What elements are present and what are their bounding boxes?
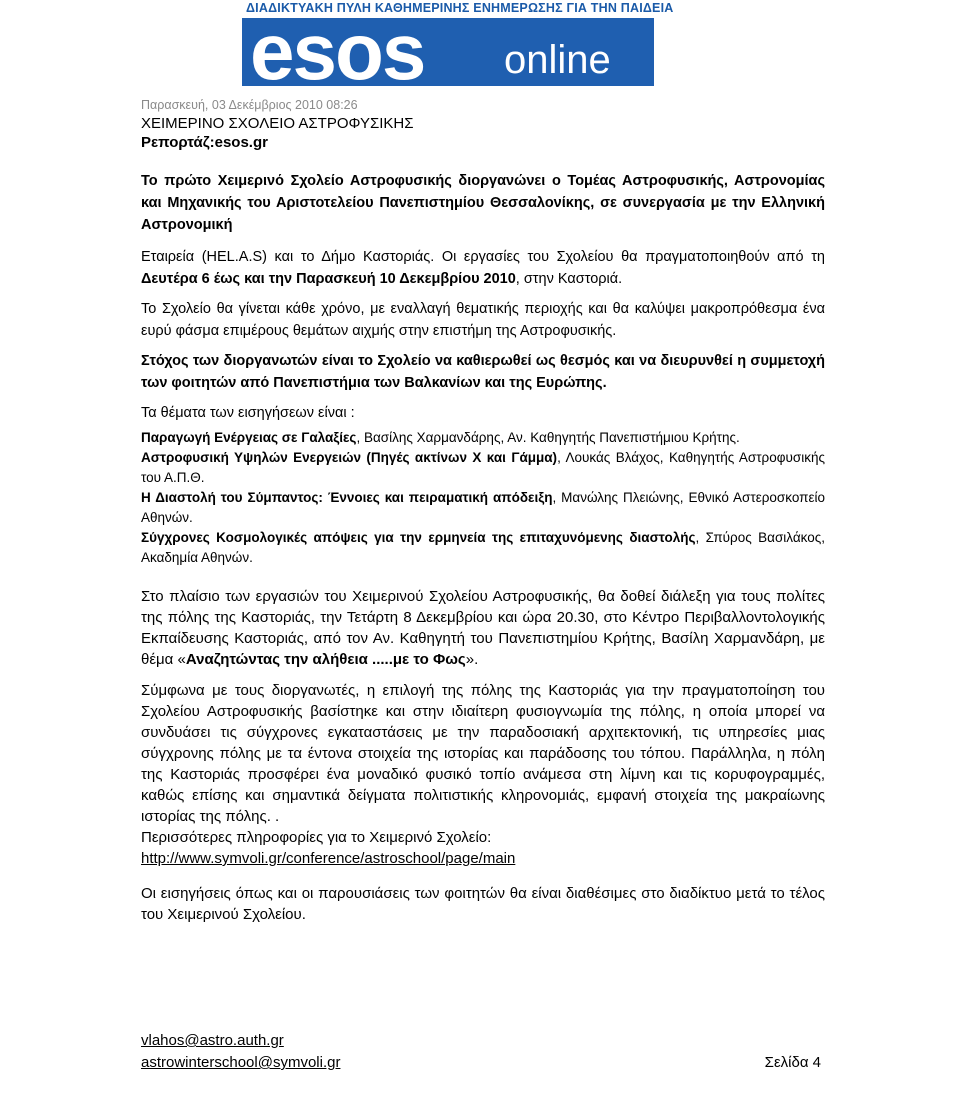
article-paragraph-availability: Οι εισηγήσεις όπως και οι παρουσιάσεις των φοιτητών θα είναι διαθέσιμες στο διαδίκτυο μετά το τέλος του Χειμερινού Σχολείου.: [141, 885, 825, 923]
paragraph-text: ».: [465, 651, 479, 668]
topic-title: Η Διαστολή του Σύμπαντος: Έννοιες και πειραματική απόδειξη: [141, 490, 553, 505]
email-link-vlahos[interactable]: vlahos@astro.auth.gr: [141, 1032, 284, 1049]
logo-esos-text: esos: [250, 7, 425, 96]
topic-item: [141, 488, 825, 528]
lecture-title: Αναζητώντας την αλήθεια .....με το Φως: [185, 651, 466, 668]
article-paragraph-annual: Το Σχολείο θα γίνεται κάθε χρόνο, με εναλλαγή θεματικής περιοχής και θα καλύψει μακροπρόθεσμα ένα ευρύ φάσμα επιμέρους θεμάτων αιχμής στην επιστήμη της Αστροφυσικής.: [141, 301, 825, 339]
article-intro: Το πρώτο Χειμερινό Σχολείο Αστροφυσικής διοργανώνει ο Τομέας Αστροφυσικής, Αστρονομίας και Μηχανικής του Αριστοτελείου Πανεπιστημίου Θεσσαλονίκης, σε συνεργασία με την Ελληνική Αστρονομική: [141, 173, 825, 233]
site-banner: [240, 0, 674, 96]
topic-speaker: , Βασίλης Χαρμανδάρης, Αν. Καθηγητής Πανεπιστήμιου Κρήτης.: [356, 430, 740, 445]
topic-speaker: , Σπύρος Βασιλάκος, Ακαδημία Αθηνών.: [141, 530, 825, 565]
topic-item: [141, 528, 825, 568]
logo-online-text: online: [504, 38, 611, 82]
paragraph-text: Εταιρεία (HEL.A.S) και το Δήμο Καστοριάς. Οι εργασίες του Σχολείου θα πραγματοποιηθούν από τη: [141, 249, 825, 265]
topic-speaker: , Λουκάς Βλάχος, Καθηγητής Αστροφυσικής του Α.Π.Θ.: [141, 450, 825, 485]
topic-speaker: , Μανώλης Πλειώνης, Εθνικό Αστεροσκοπείο Αθηνών.: [141, 490, 825, 525]
email-link-astrowinterschool[interactable]: astrowinterschool@symvoli.gr: [141, 1054, 341, 1071]
dates-highlight: Δευτέρα 6 έως και την Παρασκευή 10 Δεκεμβρίου 2010: [141, 271, 516, 287]
article-paragraph-lecture: [141, 586, 825, 670]
topics-list: [141, 428, 825, 568]
article: [141, 96, 825, 935]
article-title: ΧΕΙΜΕΡΙΝΟ ΣΧΟΛΕΙΟ ΑΣΤΡΟΦΥΣΙΚΗΣ: [141, 115, 414, 132]
more-info-label: Περισσότερες πληροφορίες για το Χειμερινό Σχολείο:: [141, 829, 492, 846]
topic-title: Αστροφυσική Υψηλών Ενεργειών (Πηγές ακτίνων Χ και Γάμμα): [141, 450, 558, 465]
conference-link[interactable]: http://www.symvoli.gr/conference/astroschool/page/main: [141, 850, 516, 867]
topic-item: [141, 428, 825, 448]
topic-title: Σύγχρονες Κοσμολογικές απόψεις για την ερμηνεία της επιταχυνόμενης διαστολής: [141, 530, 696, 545]
topic-title: Παραγωγή Ενέργειας σε Γαλαξίες: [141, 430, 357, 445]
page-number: Σελίδα 4: [764, 1054, 821, 1071]
spacer: [141, 568, 825, 586]
article-paragraph-city: Σύμφωνα με τους διοργανωτές, η επιλογή της πόλης της Καστοριάς για την πραγματοποίηση του Σχολείου Αστροφυσικής βασίστηκε και στην ιδιαίτερη φυσιογνωμία της πόλης, η οποία μπορεί να συνδυάσει τις σύγχρονες εγκαταστάσεις με την παραδοσιακή αρχιτεκτονική, τις υπηρεσίες μιας σύγχρονης πόλης με τα έντονα στοιχεία της ιστορίας και παράδοσης του τόπου. Παράλληλα, η πόλη της Καστοριάς προσφέρει ένα μοναδικό φυσικό τοπίο ανάμεσα στη λίμνη και τις κορυφογραμμές, καθώς επίσης και σημαντικά δείγματα πολιτιστικής κληρονομιάς, εμφανή στοιχεία της μακραίωνης ιστορίας της πόλης. .: [141, 682, 825, 825]
article-paragraph-dates: [141, 246, 825, 290]
topics-heading: Τα θέματα των εισηγήσεων είναι :: [141, 405, 355, 421]
banner-tagline: ΔΙΑΔΙΚΤΥΑΚΗ ΠΥΛΗ ΚΑΘΗΜΕΡΙΝΗΣ ΕΝΗΜΕΡΩΣΗΣ ΓΙΑ ΤΗΝ ΠΑΙΔΕΙΑ: [246, 1, 674, 15]
article-paragraph-goal: Στόχος των διοργανωτών είναι το Σχολείο να καθιερωθεί ως θεσμός και να διευρυνθεί η συμμετοχή των φοιτητών από Πανεπιστήμια των Βαλκανίων και της Ευρώπης.: [141, 353, 825, 391]
footer-line-2: [141, 1052, 825, 1074]
topic-item: [141, 448, 825, 488]
page-footer: [141, 1030, 825, 1074]
article-date: Παρασκευή, 03 Δεκέμβριος 2010 08:26: [141, 98, 358, 112]
article-reporter: Ρεπορτάζ:esos.gr: [141, 134, 268, 151]
paragraph-text: , στην Καστοριά.: [515, 271, 623, 287]
more-info-link-wrap: [141, 848, 825, 869]
paragraph-text: Στο πλαίσιο των εργασιών του Χειμερινού Σχολείου Αστροφυσικής, θα δοθεί διάλεξη για τους πολίτες της πόλης της Καστοριάς, την Τετάρτη 8 Δεκεμβρίου και ώρα 20.30, στο Κέντρο Περιβαλλοντολογικής Εκπαίδευσης Καστοριάς, από τον Αν. Καθηγητή του Πανεπιστημίου Κρήτης, Βασίλη Χαρμανδάρη, με θέμα «: [141, 588, 825, 668]
footer-line-1: [141, 1030, 825, 1052]
